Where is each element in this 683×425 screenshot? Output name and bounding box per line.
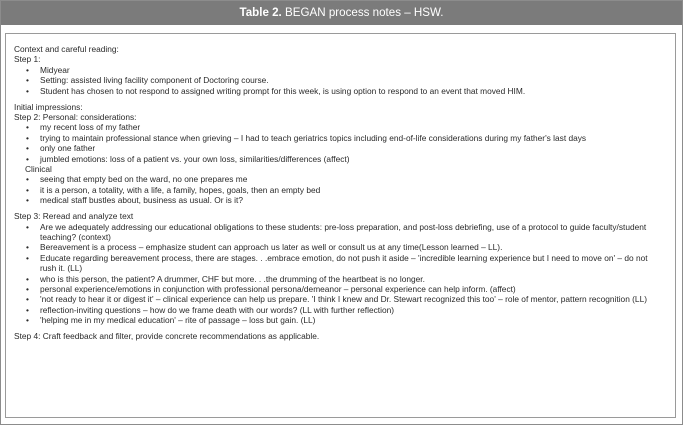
- list-item: • my recent loss of my father: [14, 122, 669, 132]
- step1-heading: Step 1:: [14, 54, 41, 65]
- table-title-bar: [1, 1, 682, 25]
- table-label: Table 2.: [239, 6, 282, 19]
- list-item: • Setting: assisted living facility component of Doctoring course.: [14, 75, 669, 85]
- list-item: • Midyear: [14, 65, 669, 75]
- list-item: • trying to maintain professional stance when grieving – I had to teach geriatrics topics including end-of-life considerations during my father's last days: [14, 133, 669, 143]
- list-item: • only one father: [14, 143, 669, 153]
- list-item: • Are we adequately addressing our educational obligations to these students: pre-loss preparation, and post-loss debriefing, use of a protocol to guide faculty/student teaching? (context): [14, 222, 669, 243]
- context-heading: Context and careful reading:: [14, 44, 119, 54]
- list-item: • medical staff bustles about, business as usual. Or is it?: [14, 195, 669, 205]
- table-title: BEGAN process notes – HSW.: [285, 6, 444, 19]
- step3-heading: Step 3: Reread and analyze text: [14, 211, 134, 222]
- step2-personal-list: [14, 122, 669, 164]
- step1-list: [14, 65, 669, 96]
- list-item: • Educate regarding bereavement process, there are stages. . .embrace emotion, do not push it aside – 'incredible learning experience but I need to move on' – do not rush it. (LL): [14, 253, 669, 274]
- process-notes-box: [5, 33, 676, 418]
- list-item: • reflection-inviting questions – how do we frame death with our words? (LL with further reflection): [14, 305, 669, 315]
- clinical-label: Clinical: [25, 163, 52, 174]
- step4-heading: Step 4: Craft feedback and filter, provide concrete recommendations as applicable.: [14, 331, 320, 342]
- step3-list: [14, 222, 669, 326]
- list-item: • Bereavement is a process – emphasize student can approach us later as well or consult us at any time(Lesson learned – LL).: [14, 242, 669, 252]
- list-item: • 'not ready to hear it or digest it' – clinical experience can help us prepare. 'I think I knew and Dr. Stewart recognized this too' – role of mentor, pattern recognition (LL): [14, 294, 669, 304]
- list-item: • 'helping me in my medical education' – rite of passage – loss but gain. (LL): [14, 315, 669, 325]
- list-item: • jumbled emotions: loss of a patient vs. your own loss, similarities/differences (affect): [14, 154, 669, 164]
- step2-heading: Step 2: Personal: considerations:: [14, 111, 137, 122]
- list-item: • who is this person, the patient? A drummer, CHF but more. . .the drumming of the heartbeat is no longer.: [14, 274, 669, 284]
- list-item: • seeing that empty bed on the ward, no one prepares me: [14, 174, 669, 184]
- list-item: • personal experience/emotions in conjunction with professional persona/demeanor – personal experience can help inform. (affect): [14, 284, 669, 294]
- initial-impressions-heading: Initial impressions:: [14, 101, 83, 112]
- list-item: • it is a person, a totality, with a life, a family, hopes, goals, then an empty bed: [14, 185, 669, 195]
- step2-clinical-list: [14, 174, 669, 205]
- list-item: • Student has chosen to not respond to assigned writing prompt for this week, is using option to respond to an event that moved HIM.: [14, 86, 669, 96]
